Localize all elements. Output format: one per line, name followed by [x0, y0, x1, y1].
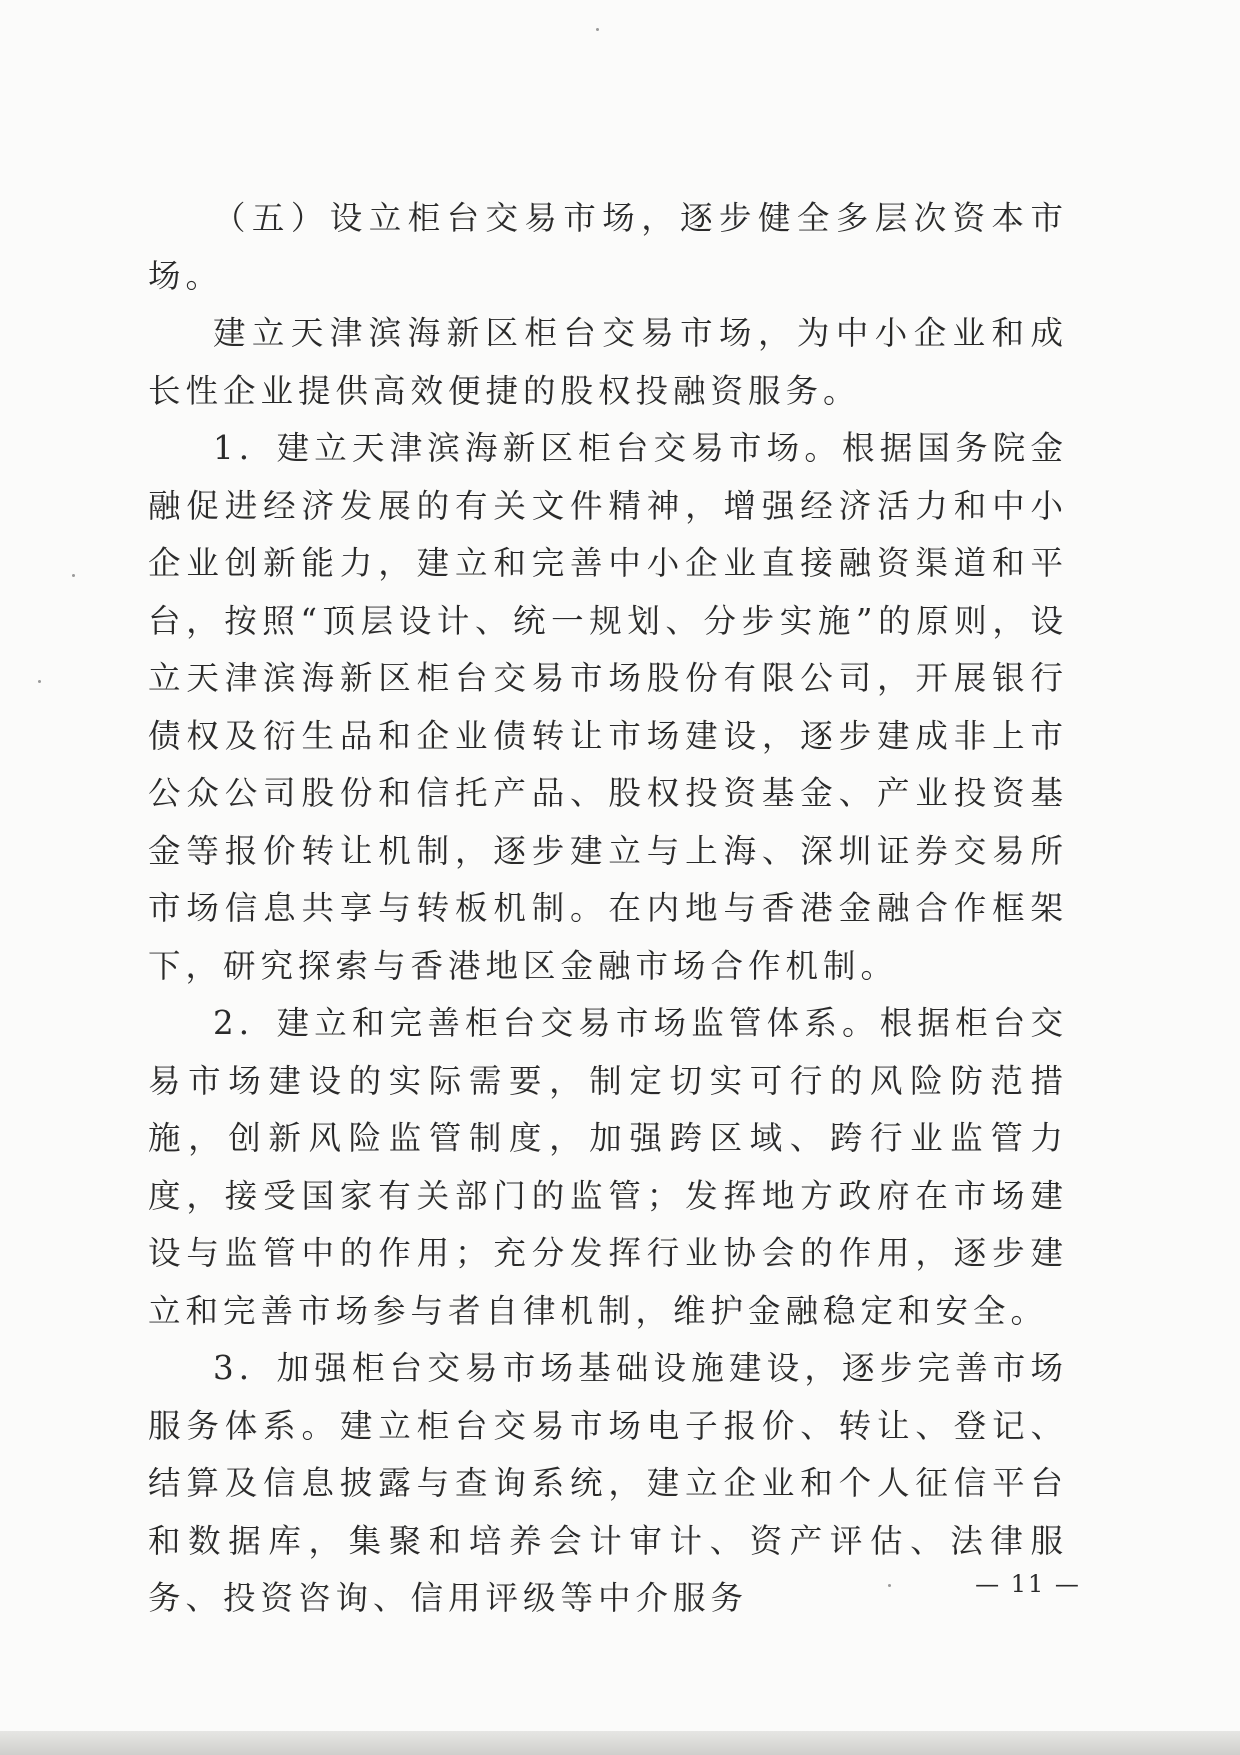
scan-speck	[38, 680, 41, 683]
paragraph-item-2: 2．建立和完善柜台交易市场监管体系。根据柜台交易市场建设的实际需要，制定切实可行的风险防范措施，创新风险监管制度，加强跨区域、跨行业监管力度，接受国家有关部门的监管；发挥地方政府在市场建设与监管中的作用；充分发挥行业协会的作用，逐步建立和完善市场参与者自律机制，维护金融稳定和安全。	[148, 1004, 1068, 1330]
page-number: — 11 —	[975, 1570, 1081, 1598]
paragraph-section-heading: （五）设立柜台交易市场，逐步健全多层次资本市场。	[148, 199, 1068, 295]
paragraph-item-1: 1．建立天津滨海新区柜台交易市场。根据国务院金融促进经济发展的有关文件精神，增强经济活力和中小企业创新能力，建立和完善中小企业直接融资渠道和平台，按照“顶层设计、统一规划、分步实施”的原则，设立天津滨海新区柜台交易市场股份有限公司，开展银行债权及衍生品和企业债转让市场建设，逐步建成非上市公众公司股份和信托产品、股权投资基金、产业投资基金等报价转让机制，逐步建立与上海、深圳证券交易所市场信息共享与转板机制。在内地与香港金融合作框架下，研究探索与香港地区金融市场合作机制。	[148, 429, 1068, 985]
scan-bottom-edge	[0, 1731, 1240, 1755]
paragraph-intro: 建立天津滨海新区柜台交易市场，为中小企业和成长性企业提供高效便捷的股权投融资服务。	[148, 314, 1068, 410]
scan-speck	[72, 574, 75, 577]
paragraph-item-3: 3．加强柜台交易市场基础设施建设，逐步完善市场服务体系。建立柜台交易市场电子报价、转让、登记、结算及信息披露与查询系统，建立企业和个人征信平台和数据库，集聚和培养会计审计、资产评估、法律服务、投资咨询、信用评级等中介服务	[148, 1349, 1068, 1617]
scan-speck	[596, 28, 599, 31]
document-body	[148, 190, 1068, 1628]
